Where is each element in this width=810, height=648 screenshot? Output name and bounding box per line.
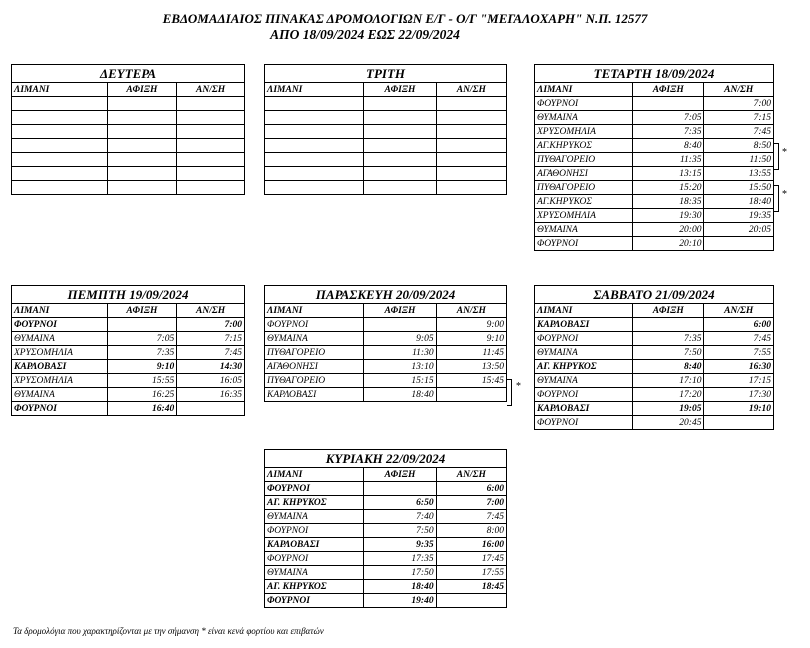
timetable (12, 65, 244, 194)
departure-time: 7:55 (704, 346, 773, 360)
port-name (12, 111, 107, 125)
table-row (12, 402, 244, 416)
port-name: ΦΟΥΡΝΟΙ (265, 482, 364, 496)
table-row (12, 111, 244, 125)
arrival-time: 7:05 (633, 111, 704, 125)
departure-time: 15:50 (704, 181, 773, 195)
port-name: ΑΓ. ΚΗΡΥΚΟΣ (535, 360, 633, 374)
departure-time: 17:45 (436, 552, 506, 566)
day-name: ΣΑΒΒΑΤΟ 21/09/2024 (535, 286, 773, 304)
arrival-time (107, 181, 177, 195)
departure-time (177, 181, 244, 195)
table-row (265, 360, 506, 374)
departure-time: 11:45 (436, 346, 506, 360)
empty-trip-marker: * (782, 189, 787, 200)
port-name: ΧΡΥΣΟΜΗΛΙΑ (12, 374, 107, 388)
table-row (12, 97, 244, 111)
departure-time: 18:40 (704, 195, 773, 209)
port-name: ΑΓ. ΚΗΡΥΚΟΣ (265, 496, 364, 510)
arrival-time: 19:05 (633, 402, 704, 416)
port-name: ΧΡΥΣΟΜΗΛΙΑ (535, 209, 633, 223)
departure-time (436, 181, 506, 195)
arrival-time: 9:05 (364, 332, 436, 346)
arrival-time: 8:40 (633, 360, 704, 374)
arrival-time: 7:35 (633, 332, 704, 346)
departure-time (436, 153, 506, 167)
port-name: ΦΟΥΡΝΟΙ (265, 524, 364, 538)
departure-time (436, 594, 506, 608)
port-name: ΦΟΥΡΝΟΙ (535, 332, 633, 346)
departure-time: 20:05 (704, 223, 773, 237)
departure-time: 6:00 (436, 482, 506, 496)
departure-time: 18:45 (436, 580, 506, 594)
table-row (265, 496, 506, 510)
table-row (535, 209, 773, 223)
table-row (12, 374, 244, 388)
port-name: ΘΥΜΑΙΝΑ (265, 566, 364, 580)
table-row (265, 388, 506, 402)
port-name: ΦΟΥΡΝΟΙ (12, 318, 107, 332)
arrival-time: 11:35 (633, 153, 704, 167)
arrival-time (633, 318, 704, 332)
column-header-departure: ΑΝ/ΣΗ (704, 83, 773, 97)
arrival-time: 15:55 (107, 374, 177, 388)
day-name: ΤΡΙΤΗ (265, 65, 506, 83)
departure-time: 14:30 (177, 360, 244, 374)
table-row (12, 167, 244, 181)
arrival-time: 7:05 (107, 332, 177, 346)
footnote: Τα δρομολόγια που χαρακτηρίζονται με την σήμανση * είναι κενά φορτίου και επιβατών (13, 626, 324, 636)
arrival-time: 16:25 (107, 388, 177, 402)
timetable (265, 450, 506, 607)
departure-time (177, 97, 244, 111)
port-name: ΘΥΜΑΙΝΑ (535, 111, 633, 125)
day-table-tuesday (264, 64, 507, 195)
arrival-time (107, 139, 177, 153)
arrival-time (364, 318, 436, 332)
table-row (535, 346, 773, 360)
day-table-wednesday (534, 64, 774, 251)
table-row (265, 524, 506, 538)
port-name: ΘΥΜΑΙΝΑ (12, 388, 107, 402)
arrival-time: 20:10 (633, 237, 704, 251)
departure-time: 11:50 (704, 153, 773, 167)
port-name (12, 153, 107, 167)
table-row (535, 318, 773, 332)
departure-time: 16:30 (704, 360, 773, 374)
departure-time (436, 139, 506, 153)
table-row (12, 153, 244, 167)
column-header-departure: ΑΝ/ΣΗ (177, 83, 244, 97)
departure-time: 9:10 (436, 332, 506, 346)
column-header-departure: ΑΝ/ΣΗ (436, 304, 506, 318)
arrival-time (107, 111, 177, 125)
departure-time: 7:00 (436, 496, 506, 510)
arrival-time: 7:50 (633, 346, 704, 360)
port-name: ΚΑΡΛΟΒΑΣΙ (265, 538, 364, 552)
timetable (265, 286, 506, 401)
table-row (265, 538, 506, 552)
arrival-time: 19:40 (364, 594, 436, 608)
departure-time (436, 111, 506, 125)
table-row (265, 552, 506, 566)
table-row (265, 181, 506, 195)
table-row (535, 332, 773, 346)
arrival-time: 16:40 (107, 402, 177, 416)
table-row (535, 416, 773, 430)
port-name (265, 125, 364, 139)
departure-time: 7:15 (177, 332, 244, 346)
column-header-port: ΛΙΜΑΝΙ (265, 468, 364, 482)
table-row (265, 318, 506, 332)
arrival-time: 7:35 (107, 346, 177, 360)
port-name: ΦΟΥΡΝΟΙ (535, 97, 633, 111)
column-header-arrival: ΑΦΙΞΗ (107, 304, 177, 318)
departure-time (704, 416, 773, 430)
empty-trip-bracket (774, 185, 779, 212)
arrival-time (364, 167, 436, 181)
table-row (535, 237, 773, 251)
port-name: ΚΑΡΛΟΒΑΣΙ (265, 388, 364, 402)
port-name (265, 97, 364, 111)
table-row (265, 566, 506, 580)
arrival-time: 20:45 (633, 416, 704, 430)
column-header-arrival: ΑΦΙΞΗ (364, 83, 436, 97)
arrival-time: 15:15 (364, 374, 436, 388)
port-name (265, 181, 364, 195)
departure-time: 7:00 (704, 97, 773, 111)
departure-time: 7:45 (177, 346, 244, 360)
timetable (12, 286, 244, 415)
port-name (12, 167, 107, 181)
table-row (535, 139, 773, 153)
port-name: ΦΟΥΡΝΟΙ (535, 416, 633, 430)
departure-time: 7:45 (436, 510, 506, 524)
port-name: ΑΓ.ΚΗΡΥΚΟΣ (535, 195, 633, 209)
table-row (535, 388, 773, 402)
column-header-port: ΛΙΜΑΝΙ (535, 304, 633, 318)
column-header-port: ΛΙΜΑΝΙ (265, 83, 364, 97)
port-name: ΑΓ. ΚΗΡΥΚΟΣ (265, 580, 364, 594)
departure-time (177, 125, 244, 139)
day-table-saturday (534, 285, 774, 430)
port-name: ΚΑΡΛΟΒΑΣΙ (12, 360, 107, 374)
table-row (265, 125, 506, 139)
departure-time: 16:35 (177, 388, 244, 402)
table-row (265, 97, 506, 111)
table-row (12, 360, 244, 374)
table-row (265, 510, 506, 524)
timetable-date-range: ΑΠΟ 18/09/2024 ΕΩΣ 22/09/2024 (270, 27, 460, 42)
arrival-time (364, 97, 436, 111)
empty-trip-bracket (507, 379, 512, 406)
port-name: ΑΓΑΘΟΝΗΣΙ (265, 360, 364, 374)
table-row (535, 111, 773, 125)
port-name (12, 139, 107, 153)
port-name: ΦΟΥΡΝΟΙ (535, 237, 633, 251)
port-name: ΑΓΑΘΟΝΗΣΙ (535, 167, 633, 181)
arrival-time: 17:20 (633, 388, 704, 402)
day-table-sunday (264, 449, 507, 608)
arrival-time (364, 482, 436, 496)
table-row (12, 139, 244, 153)
arrival-time: 18:40 (364, 388, 436, 402)
table-row (12, 346, 244, 360)
port-name: ΘΥΜΑΙΝΑ (535, 346, 633, 360)
departure-time: 7:15 (704, 111, 773, 125)
arrival-time (364, 153, 436, 167)
arrival-time: 7:35 (633, 125, 704, 139)
arrival-time (107, 318, 177, 332)
column-header-arrival: ΑΦΙΞΗ (364, 304, 436, 318)
arrival-time (633, 97, 704, 111)
departure-time (177, 153, 244, 167)
table-row (12, 318, 244, 332)
departure-time: 17:15 (704, 374, 773, 388)
port-name: ΘΥΜΑΙΝΑ (535, 374, 633, 388)
day-name: ΤΕΤΑΡΤΗ 18/09/2024 (535, 65, 773, 83)
port-name: ΦΟΥΡΝΟΙ (535, 388, 633, 402)
table-row (535, 402, 773, 416)
arrival-time (107, 125, 177, 139)
departure-time: 19:35 (704, 209, 773, 223)
departure-time: 17:55 (436, 566, 506, 580)
port-name: ΠΥΘΑΓΟΡΕΙΟ (535, 181, 633, 195)
departure-time: 16:00 (436, 538, 506, 552)
departure-time: 8:00 (436, 524, 506, 538)
arrival-time: 9:10 (107, 360, 177, 374)
table-row (265, 332, 506, 346)
departure-time: 7:45 (704, 332, 773, 346)
arrival-time (107, 97, 177, 111)
table-row (535, 360, 773, 374)
departure-time (436, 388, 506, 402)
arrival-time: 6:50 (364, 496, 436, 510)
arrival-time: 7:50 (364, 524, 436, 538)
table-row (12, 388, 244, 402)
port-name: ΦΟΥΡΝΟΙ (265, 552, 364, 566)
day-name: ΠΕΜΠΤΗ 19/09/2024 (12, 286, 244, 304)
table-row (265, 482, 506, 496)
port-name (265, 111, 364, 125)
departure-time (436, 125, 506, 139)
arrival-time: 17:50 (364, 566, 436, 580)
table-row (12, 332, 244, 346)
table-row (12, 125, 244, 139)
port-name (265, 153, 364, 167)
timetable (535, 286, 773, 429)
departure-time (177, 111, 244, 125)
column-header-port: ΛΙΜΑΝΙ (12, 83, 107, 97)
port-name: ΧΡΥΣΟΜΗΛΙΑ (535, 125, 633, 139)
day-name: ΚΥΡΙΑΚΗ 22/09/2024 (265, 450, 506, 468)
departure-time: 19:10 (704, 402, 773, 416)
departure-time: 16:05 (177, 374, 244, 388)
port-name: ΠΥΘΑΓΟΡΕΙΟ (265, 346, 364, 360)
departure-time: 8:50 (704, 139, 773, 153)
column-header-arrival: ΑΦΙΞΗ (364, 468, 436, 482)
table-row (265, 139, 506, 153)
day-name: ΔΕΥΤΕΡΑ (12, 65, 244, 83)
table-row (535, 223, 773, 237)
arrival-time: 9:35 (364, 538, 436, 552)
table-row (265, 153, 506, 167)
column-header-arrival: ΑΦΙΞΗ (107, 83, 177, 97)
port-name: ΚΑΡΛΟΒΑΣΙ (535, 402, 633, 416)
column-header-arrival: ΑΦΙΞΗ (633, 304, 704, 318)
port-name: ΚΑΡΛΟΒΑΣΙ (535, 318, 633, 332)
port-name: ΘΥΜΑΙΝΑ (265, 332, 364, 346)
port-name: ΘΥΜΑΙΝΑ (535, 223, 633, 237)
table-row (535, 195, 773, 209)
table-row (535, 167, 773, 181)
table-row (265, 374, 506, 388)
column-header-departure: ΑΝ/ΣΗ (704, 304, 773, 318)
arrival-time: 18:40 (364, 580, 436, 594)
column-header-departure: ΑΝ/ΣΗ (436, 83, 506, 97)
empty-trip-bracket (774, 143, 779, 170)
departure-time (436, 97, 506, 111)
day-table-friday (264, 285, 507, 402)
departure-time (177, 402, 244, 416)
arrival-time (107, 153, 177, 167)
empty-trip-marker: * (782, 147, 787, 158)
day-table-monday (11, 64, 245, 195)
arrival-time: 15:20 (633, 181, 704, 195)
port-name (12, 97, 107, 111)
day-name: ΠΑΡΑΣΚΕΥΗ 20/09/2024 (265, 286, 506, 304)
column-header-port: ΛΙΜΑΝΙ (535, 83, 633, 97)
port-name: ΧΡΥΣΟΜΗΛΙΑ (12, 346, 107, 360)
port-name: ΦΟΥΡΝΟΙ (265, 318, 364, 332)
table-row (535, 153, 773, 167)
arrival-time: 8:40 (633, 139, 704, 153)
table-row (265, 594, 506, 608)
table-row (265, 346, 506, 360)
departure-time: 17:30 (704, 388, 773, 402)
column-header-departure: ΑΝ/ΣΗ (436, 468, 506, 482)
port-name (12, 125, 107, 139)
arrival-time (364, 181, 436, 195)
empty-trip-marker: * (516, 381, 521, 392)
arrival-time: 13:10 (364, 360, 436, 374)
port-name: ΠΥΘΑΓΟΡΕΙΟ (535, 153, 633, 167)
departure-time (436, 167, 506, 181)
timetable (265, 65, 506, 194)
arrival-time: 7:40 (364, 510, 436, 524)
timetable (535, 65, 773, 250)
column-header-port: ΛΙΜΑΝΙ (265, 304, 364, 318)
port-name: ΘΥΜΑΙΝΑ (265, 510, 364, 524)
day-table-thursday (11, 285, 245, 416)
departure-time (177, 139, 244, 153)
table-row (265, 580, 506, 594)
arrival-time: 17:35 (364, 552, 436, 566)
departure-time: 6:00 (704, 318, 773, 332)
table-row (535, 374, 773, 388)
departure-time: 9:00 (436, 318, 506, 332)
port-name (265, 167, 364, 181)
arrival-time (364, 111, 436, 125)
arrival-time: 19:30 (633, 209, 704, 223)
table-row (535, 181, 773, 195)
port-name: ΦΟΥΡΝΟΙ (265, 594, 364, 608)
port-name: ΠΥΘΑΓΟΡΕΙΟ (265, 374, 364, 388)
port-name: ΘΥΜΑΙΝΑ (12, 332, 107, 346)
arrival-time: 18:35 (633, 195, 704, 209)
arrival-time: 17:10 (633, 374, 704, 388)
port-name (265, 139, 364, 153)
departure-time: 13:55 (704, 167, 773, 181)
column-header-departure: ΑΝ/ΣΗ (177, 304, 244, 318)
timetable-title: ΕΒΔΟΜΑΔΙΑΙΟΣ ΠΙΝΑΚΑΣ ΔΡΟΜΟΛΟΓΙΩΝ Ε/Γ - Ο/Γ "ΜΕΓΑΛΟΧΑΡΗ" Ν.Π. 12577 (162, 11, 648, 26)
arrival-time: 20:00 (633, 223, 704, 237)
column-header-port: ΛΙΜΑΝΙ (12, 304, 107, 318)
table-row (265, 167, 506, 181)
departure-time (704, 237, 773, 251)
arrival-time: 11:30 (364, 346, 436, 360)
departure-time (177, 167, 244, 181)
table-row (535, 125, 773, 139)
departure-time: 13:50 (436, 360, 506, 374)
departure-time: 7:00 (177, 318, 244, 332)
departure-time: 7:45 (704, 125, 773, 139)
table-row (265, 111, 506, 125)
port-name: ΦΟΥΡΝΟΙ (12, 402, 107, 416)
column-header-arrival: ΑΦΙΞΗ (633, 83, 704, 97)
arrival-time (107, 167, 177, 181)
arrival-time (364, 125, 436, 139)
table-row (12, 181, 244, 195)
departure-time: 15:45 (436, 374, 506, 388)
port-name (12, 181, 107, 195)
arrival-time (364, 139, 436, 153)
port-name: ΑΓ.ΚΗΡΥΚΟΣ (535, 139, 633, 153)
table-row (535, 97, 773, 111)
arrival-time: 13:15 (633, 167, 704, 181)
